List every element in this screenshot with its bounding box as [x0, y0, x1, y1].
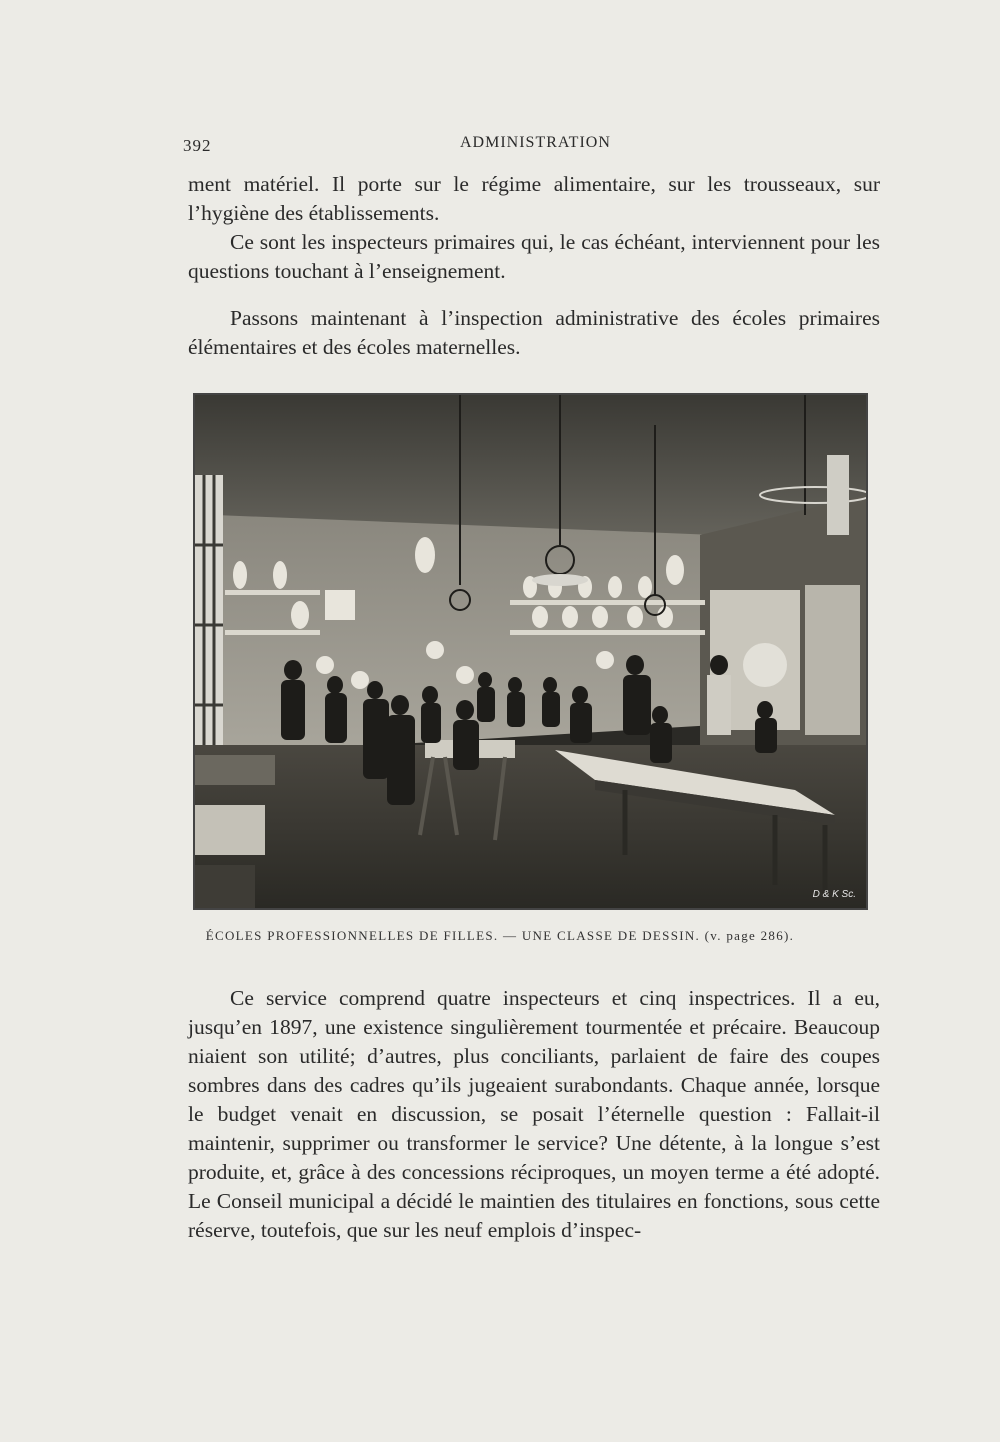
- top-text-block: [188, 170, 880, 286]
- middle-text-block: [188, 304, 880, 362]
- paragraph: Ce sont les inspecteurs primaires qui, le cas échéant, interviennent pour les questions touchant à l’enseignement.: [188, 230, 880, 283]
- figure-caption: ÉCOLES PROFESSIONNELLES DE FILLES. — UNE CLASSE DE DESSIN. (v. page 286).: [205, 928, 795, 943]
- engraver-signature: D & K Sc.: [812, 889, 856, 900]
- paragraph: Passons maintenant à l’inspection administrative des écoles primaires élémentaires et des écoles maternelles.: [188, 306, 880, 359]
- paragraph-continuation: ment matériel. Il porte sur le régime alimentaire, sur les trousseaux, sur l’hygiène des établissements.: [188, 172, 880, 225]
- bottom-text-block: [188, 984, 880, 1245]
- paragraph: Ce service comprend quatre inspecteurs et cinq inspectrices. Il a eu, jusqu’en 1897, une existence singulièrement tourmentée et précaire. Beaucoup niaient son utilité; d’autres, plus conciliants, parlaient de faire des coupes sombres dans des cadres qu’ils jugeaient surabondants. Chaque année, lorsque le budget venait en discussion, se posait l’éternelle question : Fallait-il maintenir, supprimer ou transformer le service? Une détente, à la longue s’est produite, et, grâce à des concessions réciproques, un moyen terme a été adopté. Le Conseil municipal a décidé le maintien des titulaires en fonctions, sous cette réserve, toutefois, que sur les neuf emplois d’inspec-: [188, 986, 880, 1242]
- running-head: ADMINISTRATION: [460, 134, 611, 151]
- photo-illustration: [195, 395, 866, 908]
- classroom-photograph: [193, 393, 868, 910]
- page-number: 392: [183, 136, 212, 155]
